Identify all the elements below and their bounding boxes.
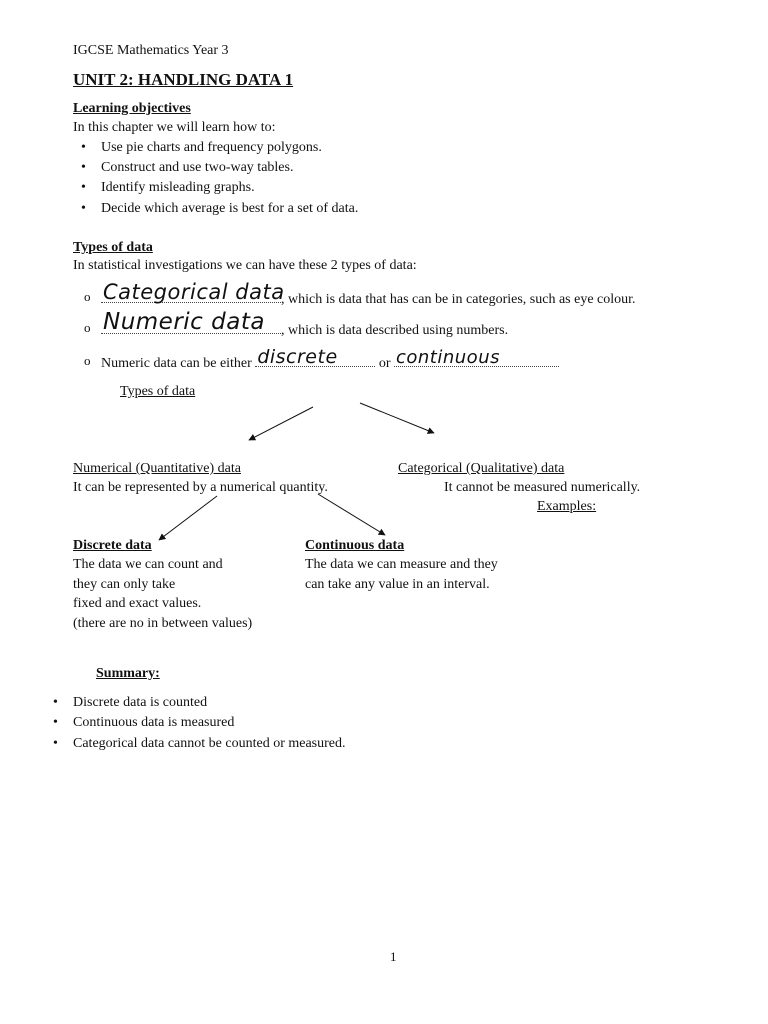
arrow-to-numerical xyxy=(249,407,313,440)
categorical-title: Categorical (Qualitative) data xyxy=(398,461,565,476)
numerical-desc: It can be represented by a numerical quantity. xyxy=(73,480,328,495)
summary-heading: Summary: xyxy=(96,666,160,681)
handwritten-answer: o Numeric data xyxy=(103,309,265,335)
handwritten-answer: o Categorical data xyxy=(103,280,285,304)
handwritten-answer: continuous xyxy=(395,347,500,368)
running-header: IGCSE Mathematics Year 3 xyxy=(73,43,229,58)
page-number: 1 xyxy=(390,949,397,964)
categorical-desc: It cannot be measured numerically. xyxy=(444,480,641,495)
handwritten-answer: discrete xyxy=(257,346,338,368)
discrete-line: (there are no in between values) xyxy=(73,616,253,631)
objectives-heading: Learning objectives xyxy=(73,101,191,116)
prefix-text: Numeric data can be either xyxy=(101,356,252,371)
diagram-root: Types of data xyxy=(120,384,196,399)
objective-item: • Identify misleading graphs. xyxy=(101,179,255,197)
summary-item: • Categorical data cannot be counted or measured. xyxy=(73,735,346,753)
definition-text: , which is data that has can be in categories, such as eye colour. xyxy=(281,292,636,307)
numerical-title: Numerical (Quantitative) data xyxy=(73,461,241,476)
arrow-to-continuous xyxy=(318,494,385,535)
arrow-to-discrete xyxy=(159,496,217,540)
examples-label: Examples: xyxy=(537,499,597,514)
discrete-line: The data we can count and xyxy=(73,557,223,572)
or-text: or xyxy=(378,356,391,371)
summary-item: • Continuous data is measured xyxy=(73,714,234,732)
definition-text: , which is data described using numbers. xyxy=(281,323,509,338)
discrete-line: they can only take xyxy=(73,577,176,592)
objective-item: • Construct and use two-way tables. xyxy=(101,159,293,177)
continuous-title: Continuous data xyxy=(305,538,405,553)
discrete-line: fixed and exact values. xyxy=(73,596,202,611)
continuous-line: The data we can measure and they xyxy=(305,557,498,572)
objective-item: • Use pie charts and frequency polygons. xyxy=(101,139,322,157)
objective-item: • Decide which average is best for a set of data. xyxy=(101,200,358,218)
types-intro: In statistical investigations we can have these 2 types of data: xyxy=(73,258,417,273)
summary-item: • Discrete data is counted xyxy=(73,694,207,712)
continuous-line: can take any value in an interval. xyxy=(305,577,490,592)
arrow-to-categorical xyxy=(360,403,434,433)
unit-title: UNIT 2: HANDLING DATA 1 xyxy=(73,70,294,89)
discrete-title: Discrete data xyxy=(73,538,152,553)
objectives-intro: In this chapter we will learn how to: xyxy=(73,120,276,135)
types-heading: Types of data xyxy=(73,240,153,255)
